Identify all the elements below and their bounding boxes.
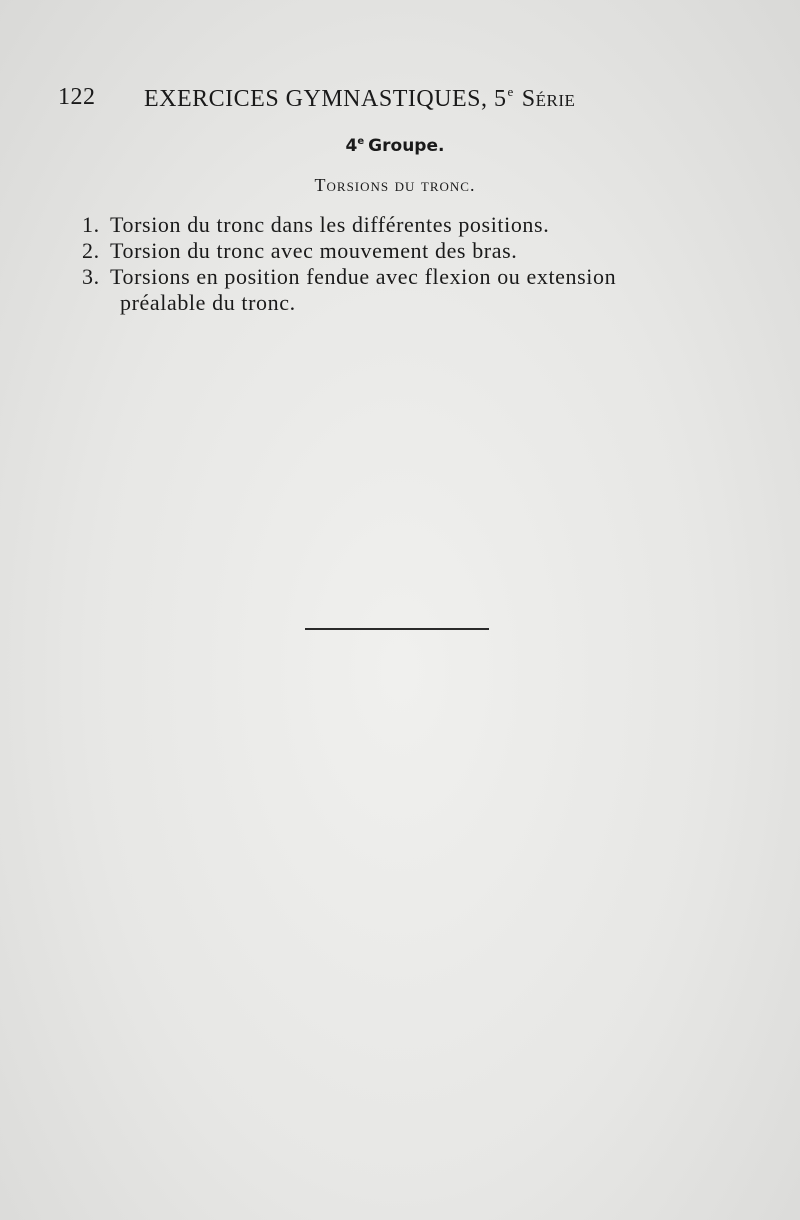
exercise-text: Torsion du tronc dans les différentes positions.: [110, 212, 550, 237]
group-superscript: e: [357, 136, 365, 147]
page-number: 122: [58, 84, 96, 110]
exercise-text: Torsion du tronc avec mouvement des bras.: [110, 238, 518, 263]
exercise-list: [82, 212, 732, 316]
group-heading: [0, 136, 790, 156]
running-title-main: EXERCICES GYMNASTIQUES,: [144, 86, 488, 112]
exercise-text-continuation: préalable du tronc.: [120, 290, 296, 315]
series-word: Série: [521, 86, 576, 112]
exercise-item: [82, 212, 732, 238]
exercise-number: 1.: [82, 212, 100, 237]
series-superscript: e: [507, 84, 514, 99]
section-heading: Torsions du tronc.: [314, 175, 476, 195]
exercise-text-block: [110, 264, 732, 316]
exercise-number: 2.: [82, 238, 100, 263]
group-number: 4: [345, 136, 358, 156]
running-head: [58, 84, 658, 118]
exercise-item: [82, 264, 732, 316]
exercise-number: 3.: [82, 264, 100, 289]
group-label: Groupe.: [368, 136, 445, 156]
section-end-rule: [305, 628, 489, 630]
running-title: [144, 84, 575, 113]
series-number: 5: [494, 86, 507, 112]
exercise-item: [82, 238, 732, 264]
exercise-text: Torsions en position fendue avec flexion ou extension: [110, 264, 617, 289]
